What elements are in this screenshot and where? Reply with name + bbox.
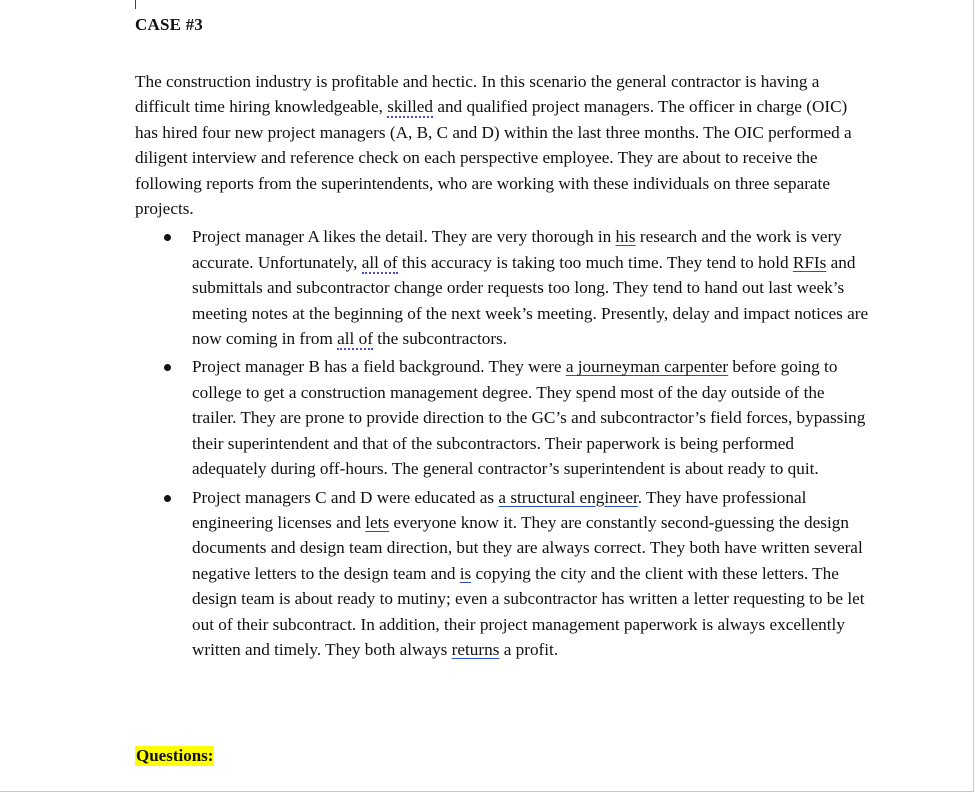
grammar-flag[interactable]: is <box>459 563 472 583</box>
grammar-flag[interactable]: skilled <box>387 97 434 117</box>
bullet-item-a: Project manager A likes the detail. They are very thorough in his research and the work is very accurate. Unfortunately, all of this accuracy is taking too much time. They tend to hold RFIs and submittals and subcontractor change order requests too long. They tend to hand out last week’s meeting notes at the beginning of the next week’s meeting. Presently, delay and impact notices are now coming in from all of the subcontractors. <box>192 224 870 351</box>
case-heading: CASE #3 <box>135 15 203 34</box>
intro-paragraph: The construction industry is profitable and hectic. In this scenario the general contractor is having a difficult time hiring knowledgeable, skilled and qualified project managers. The officer in charge (OIC) has hired four new project managers (A, B, C and D) within the last three months. The OIC performed a diligent interview and reference check on each perspective employee. They are about to receive the following reports from the superintendents, who are working with these individuals on three separate projects. <box>135 72 852 219</box>
grammar-flag[interactable]: all of <box>337 329 373 349</box>
bullet-icon <box>164 495 171 502</box>
grammar-flag[interactable]: lets <box>365 512 390 532</box>
grammar-flag[interactable]: all of <box>361 252 398 272</box>
questions-heading: Questions: <box>136 746 214 765</box>
grammar-flag[interactable]: his <box>615 227 636 247</box>
bullet-icon <box>164 234 171 241</box>
bullet-item-cd: Project managers C and D were educated as a structural engineer. They have professional engineering licenses and lets everyone know it. They are constantly second-guessing the design documents and design team direction, but they are always correct. They both have written several negative letters to the design team and is copying the city and the client with these letters. The design team is about ready to mutiny; even a subcontractor has written a letter requesting to be let out of their subcontract. In addition, their project management paperwork is always excellently written and timely. They both always returns a profit. <box>192 485 870 663</box>
text-cursor <box>135 0 136 9</box>
grammar-flag[interactable]: RFIs <box>792 252 827 272</box>
grammar-flag[interactable]: returns <box>451 639 500 659</box>
bullet-list <box>135 224 870 662</box>
bullet-item-b: Project manager B has a field background. They were a journeyman carpenter before going to college to get a construction management degree. They spend most of the day outside of the trailer. They are prone to provide direction to the GC’s and subcontractor’s field forces, bypassing their superintendent and that of the subcontractors. Their paperwork is being performed adequately during off-hours. The general contractor’s superintendent is about ready to quit. <box>192 354 870 481</box>
document-body <box>135 69 870 665</box>
grammar-flag[interactable]: a journeyman carpenter <box>565 357 729 377</box>
bullet-icon <box>164 364 171 371</box>
grammar-flag[interactable]: a structural engineer <box>498 487 638 507</box>
